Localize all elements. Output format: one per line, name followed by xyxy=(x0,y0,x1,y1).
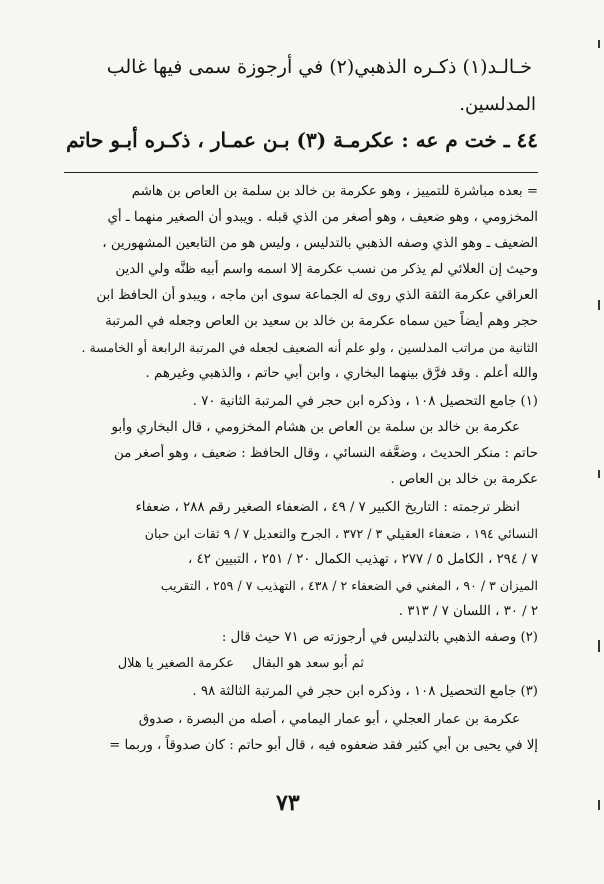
body-line: حجر وهم أيضاً حين سماه عكرمة بن خالد بن سعيد بن العاص وجعله في المرتبة xyxy=(105,314,538,329)
entry-heading: ٤٤ ـ خت م عه : عكرمـة (٣) بـن عمـار ، ذكـره أبـو حاتم xyxy=(66,128,538,152)
footnote-line: عكرمة بن خالد بن سلمة بن العاص بن هشام المخزومي ، قال البخاري وأبو xyxy=(111,420,520,435)
footnote-line: انظر ترجمته : التاريخ الكبير ٧ / ٤٩ ، الضعفاء الصغير رقم ٢٨٨ ، ضعفاء xyxy=(135,500,520,515)
footnote-line: حاتم : منكر الحديث ، وضعَّفه النسائي ، وقال الحافظ : ضعيف ، وهو أصغر من xyxy=(114,446,538,461)
body-line: = بعده مباشرة للتمييز ، وهو عكرمة بن خالد بن سلمة بن العاص بن هاشم xyxy=(131,184,538,199)
body-line: العراقي عكرمة الثقة الذي روى له الجماعة سوى ابن ماجه ، ويبدو أن الحافظ ابن xyxy=(96,288,538,303)
scan-edge-mark xyxy=(598,640,600,652)
footnote-line: عكرمة بن خالد بن العاص . xyxy=(390,472,538,487)
page-number: ٧٣ xyxy=(276,790,300,816)
footnote-line: النسائي ١٩٤ ، ضعفاء العقيلي ٣ / ٣٧٢ ، الجرح والتعديل ٧ / ٩ ثقات ابن حبان xyxy=(144,526,538,541)
body-line: المخزومي ، وهو ضعيف ، وهو أصغر من الذي قبله . ويبدو أن الصغير منهما ـ أي xyxy=(107,210,538,225)
footnote-line: الميزان ٣ / ٩٠ ، المغني في الضعفاء ٢ / ٤٣٨ ، التهذيب ٧ / ٢٥٩ ، التقريب xyxy=(160,578,538,593)
footnote-line: ٧ / ٢٩٤ ، الكامل ٥ / ٢٧٧ ، تهذيب الكمال ٢٠ / ٢٥١ ، التبيين ٤٢ ، xyxy=(187,552,538,567)
body-line: الضعيف ـ وهو الذي وصفه الذهبي بالتدليس ، وليس هو من التابعين المشهورين ، xyxy=(102,236,538,251)
header-line-1: خـالـد(١) ذكـره الذهبي(٢) في أرجوزة سمى فيها غالب xyxy=(106,56,532,78)
verse-hemistich-right: ثم أبو سعد هو البقال xyxy=(252,656,364,671)
scan-edge-mark xyxy=(598,800,600,810)
body-line: والله أعلم . وقد فرَّق بينهما البخاري ، وابن أبي حاتم ، والذهبي وغيرهم . xyxy=(145,366,538,381)
footnote-line: إلا في يحيى بن أبي كثير فقد ضعفوه فيه ، قال أبو حاتم : كان صدوقاً ، وربما = xyxy=(109,738,538,753)
footnote-1: (١) جامع التحصيل ١٠٨ ، وذكره ابن حجر في المرتبة الثانية ٧٠ . xyxy=(192,394,538,409)
scan-edge-mark xyxy=(598,300,600,310)
body-line: وحيث إن العلائي لم يذكر من نسب عكرمة إلا اسمه واسم أبيه ظنَّه ولي الدين xyxy=(115,262,538,277)
section-divider xyxy=(64,172,538,173)
scan-edge-mark xyxy=(598,40,600,48)
footnote-line: ٢ / ٣٠ ، اللسان ٧ / ٣١٣ . xyxy=(398,604,538,619)
header-line-2: المدلسين. xyxy=(459,94,536,115)
scan-edge-mark xyxy=(598,470,600,478)
verse-hemistich-left: عكرمة الصغير يا هلال xyxy=(117,656,234,671)
body-line: الثانية من مراتب المدلسين ، ولو علم أنه الضعيف لجعله في المرتبة الرابعة أو الخامسة . xyxy=(81,340,538,355)
footnote-line: عكرمة بن عمار العجلي ، أبو عمار اليمامي ، أصله من البصرة ، صدوق xyxy=(138,712,520,727)
footnote-2: (٢) وصفه الذهبي بالتدليس في أرجوزته ص ٧١ حيث قال : xyxy=(221,630,538,645)
footnote-3: (٣) جامع التحصيل ١٠٨ ، وذكره ابن حجر في المرتبة الثالثة ٩٨ . xyxy=(192,684,538,699)
